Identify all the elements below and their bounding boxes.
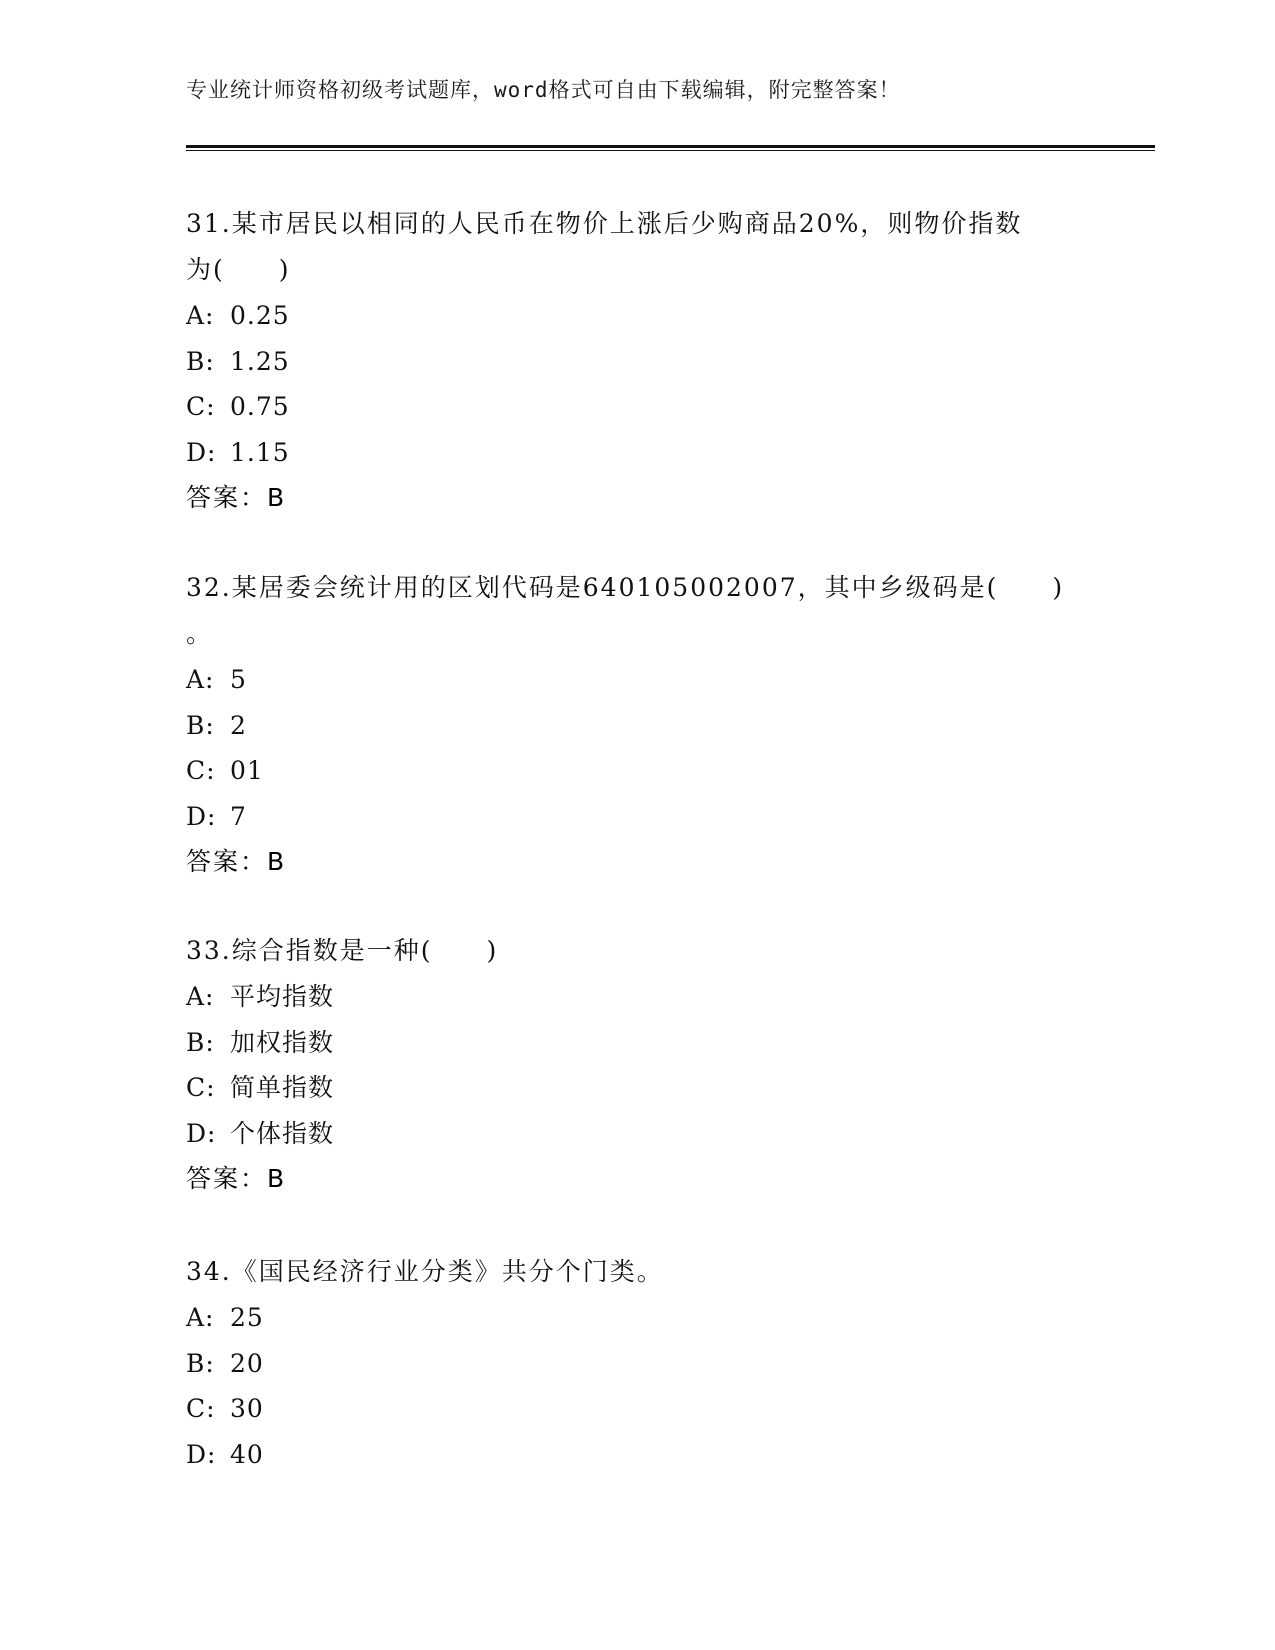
option-text: 30: [230, 1394, 264, 1423]
option-b: [186, 1020, 1086, 1066]
answer-line: 答案：B: [186, 847, 287, 876]
option-text: 0.75: [230, 392, 290, 421]
question-34: [186, 1249, 1086, 1477]
option-c: [186, 384, 1086, 430]
option-b: [186, 1341, 1086, 1387]
option-text: 加权指数: [230, 1027, 335, 1057]
option-text: 1.25: [230, 346, 290, 376]
option-d: [186, 794, 1086, 840]
option-text: 个体指数: [230, 1118, 335, 1148]
option-a: [186, 293, 1086, 339]
page-header: 专业统计师资格初级考试题库，word格式可自由下载编辑，附完整答案！: [186, 78, 901, 102]
option-letter: A:: [186, 982, 215, 1011]
option-letter: A:: [186, 665, 215, 694]
option-a: [186, 657, 1086, 703]
option-a: [186, 1295, 1086, 1341]
option-text: 01: [230, 756, 264, 785]
option-d: [186, 1432, 1086, 1478]
option-c: [186, 1065, 1086, 1111]
option-c: [186, 1386, 1086, 1432]
option-letter: D:: [186, 801, 217, 831]
option-text: 0.25: [230, 301, 290, 330]
option-a: [186, 974, 1086, 1020]
option-letter: A:: [186, 1303, 215, 1332]
option-letter: D:: [186, 1118, 217, 1148]
question-stem-continued: 为( ): [186, 255, 291, 284]
question-stem: 32.某居委会统计用的区划代码是640105002007，其中乡级码是( ): [186, 573, 1065, 602]
option-letter: B:: [186, 710, 215, 740]
option-letter: B:: [186, 1027, 215, 1057]
option-text: 平均指数: [230, 982, 335, 1011]
option-text: 20: [230, 1348, 264, 1378]
question-33: [186, 928, 1086, 1201]
option-b: [186, 703, 1086, 749]
option-letter: C:: [186, 756, 216, 785]
question-31: [186, 201, 1086, 520]
header-rule-thick: [186, 145, 1155, 148]
option-letter: C:: [186, 392, 216, 421]
option-text: 1.15: [230, 437, 290, 467]
option-text: 简单指数: [230, 1073, 335, 1102]
question-stem: 31.某市居民以相同的人民币在物价上涨后少购商品20%，则物价指数: [186, 209, 1023, 238]
option-letter: D:: [186, 1439, 217, 1469]
option-letter: C:: [186, 1073, 216, 1102]
option-text: 40: [230, 1439, 264, 1469]
option-d: [186, 1111, 1086, 1157]
question-stem: 33.综合指数是一种( ): [186, 936, 499, 965]
option-d: [186, 430, 1086, 476]
question-stem: 34.《国民经济行业分类》共分个门类。: [186, 1257, 664, 1286]
answer-line: 答案：B: [186, 1164, 287, 1193]
option-letter: A:: [186, 301, 215, 330]
option-text: 7: [230, 801, 247, 831]
option-letter: B:: [186, 346, 215, 376]
option-letter: B:: [186, 1348, 215, 1378]
option-letter: D:: [186, 437, 217, 467]
option-text: 5: [230, 665, 247, 694]
header-rule-thin: [186, 150, 1155, 151]
question-32: [186, 565, 1086, 884]
option-letter: C:: [186, 1394, 216, 1423]
option-text: 2: [230, 710, 247, 740]
option-b: [186, 339, 1086, 385]
answer-line: 答案：B: [186, 483, 287, 512]
question-stem-continued: 。: [186, 619, 214, 648]
option-c: [186, 748, 1086, 794]
option-text: 25: [230, 1303, 264, 1332]
